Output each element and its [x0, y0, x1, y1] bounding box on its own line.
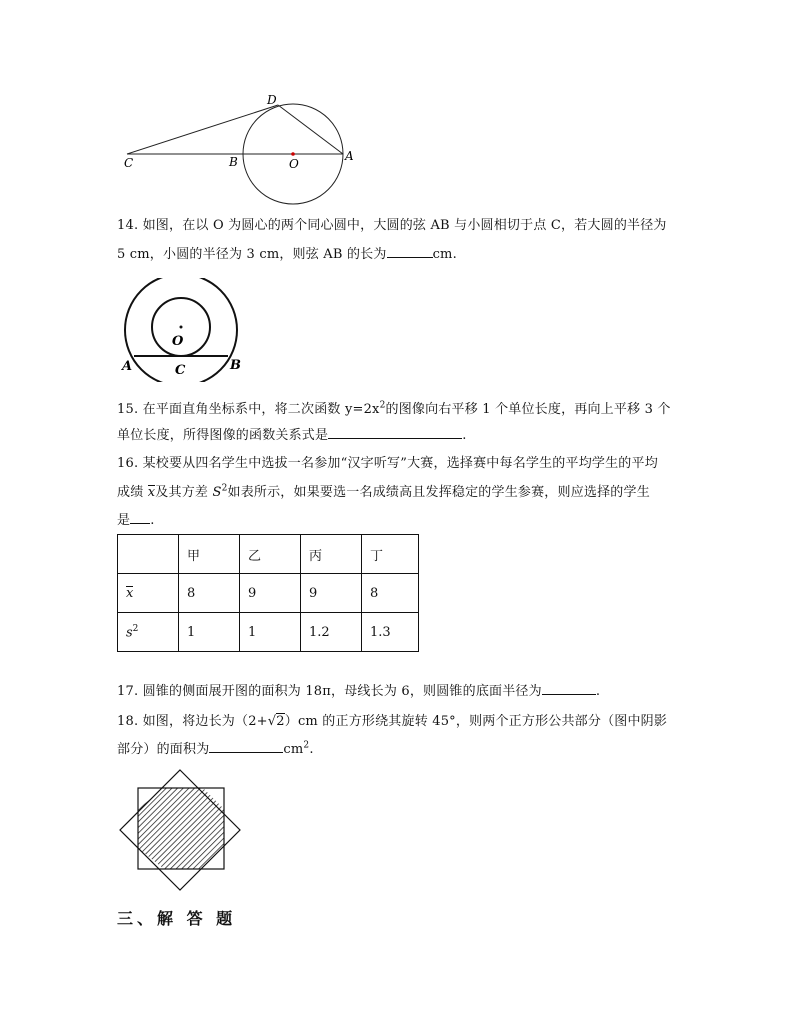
table-cell: 8 [179, 574, 240, 613]
q14-unit: cm. [432, 247, 457, 262]
label-a2: A [122, 359, 133, 374]
shaded-overlap [138, 788, 224, 869]
variance-label-sup: 2 [132, 623, 139, 634]
variance-label: s [126, 625, 133, 641]
q17-line [117, 680, 600, 699]
table-header-cell: 甲 [179, 535, 240, 574]
q15-line1 [117, 398, 671, 417]
line-cd [127, 105, 278, 154]
q16-text-d: 是 [117, 513, 131, 528]
q18-unit: cm [283, 742, 304, 757]
row-label-mean [118, 574, 179, 613]
q14-line1: 14. 如图，在以 O 为圆心的两个同心圆中，大圆的弦 AB 与小圆相切于点 C，若大圆的半径为 [117, 218, 667, 233]
q18-period: . [309, 742, 314, 757]
label-c2: C [175, 363, 186, 378]
table-cell: 9 [240, 574, 301, 613]
q16-text-b: 及其方差 [155, 485, 209, 500]
q18-line2 [117, 738, 314, 757]
q16-period: . [150, 513, 155, 528]
center-dot [180, 326, 183, 329]
q16-answer-blank[interactable] [130, 511, 150, 524]
q18-text-b: ）cm 的正方形绕其旋转 45°，则两个正方形公共部分（图中阴影 [284, 714, 668, 729]
q15-period: . [462, 428, 467, 443]
table-cell: 1 [179, 613, 240, 652]
q16-line2 [117, 481, 650, 500]
variance-symbol: S [212, 485, 222, 500]
label-b2: B [230, 358, 241, 373]
table-header-cell: 丙 [301, 535, 362, 574]
table-cell: 9 [301, 574, 362, 613]
q15-text-a: 15. 在平面直角坐标系中，将二次函数 y=2x [117, 402, 380, 417]
student-stats-table [117, 534, 419, 652]
q17-period: . [595, 684, 601, 699]
table-header-cell: 乙 [240, 535, 301, 574]
table-cell: 8 [362, 574, 419, 613]
q18-answer-blank[interactable] [209, 740, 283, 753]
q18-text-c: 部分）的面积为 [117, 742, 210, 757]
line-da [278, 105, 343, 154]
figure-secant-circle [115, 92, 365, 207]
row-label-variance [118, 613, 179, 652]
q17-text: 17. 圆锥的侧面展开图的面积为 18π，母线长为 6，则圆锥的底面半径为 [117, 684, 542, 699]
label-a: A [345, 149, 354, 163]
table-cell: 1 [240, 613, 301, 652]
label-o2: O [172, 334, 184, 349]
q18-unit-sup: 2 [303, 740, 310, 751]
variance-sup: 2 [221, 483, 228, 494]
label-o: O [289, 157, 299, 171]
table-cell: 1.3 [362, 613, 419, 652]
q14-line2 [117, 243, 457, 262]
table-cell [118, 535, 179, 574]
sqrt-radicand: 2 [276, 714, 285, 729]
label-c: C [124, 156, 134, 170]
section-title: 三、解 答 题 [117, 909, 237, 928]
q18-line1 [117, 710, 667, 729]
table-header-cell: 丁 [362, 535, 419, 574]
q17-answer-blank[interactable] [542, 682, 596, 695]
q15-line2 [117, 424, 467, 443]
q15-text-c: 单位长度，所得图像的函数关系式是 [117, 428, 329, 443]
q16-text-c: 如表所示，如果要选一名成绩高且发挥稳定的学生参赛，则应选择的学生 [227, 485, 650, 500]
table-row [118, 613, 419, 652]
q14-text: 5 cm，小圆的半径为 3 cm，则弦 AB 的长为 [117, 247, 387, 262]
q15-text-b: 的图像向右平移 1 个单位长度，再向上平移 3 个 [385, 402, 671, 417]
mean-label: x [126, 585, 134, 601]
label-d: D [267, 93, 277, 107]
q18-text-a: 18. 如图，将边长为（2+ [117, 714, 268, 729]
q15-answer-blank[interactable] [328, 426, 462, 439]
table-cell: 1.2 [301, 613, 362, 652]
q15-sup: 2 [379, 400, 386, 411]
figure-concentric-circles [116, 278, 251, 382]
sqrt-symbol: √2 [267, 714, 285, 729]
mean-symbol: x [147, 485, 156, 500]
figure-rotated-squares [118, 768, 250, 894]
q16-line1: 16. 某校要从四名学生中选拔一名参加“汉字听写”大赛，选择赛中每名学生的平均学生的平均 [117, 456, 658, 471]
label-b: B [229, 155, 238, 169]
table-header-row [118, 535, 419, 574]
q16-line3 [117, 509, 155, 528]
q14-answer-blank[interactable] [387, 245, 433, 258]
center-point [291, 152, 295, 156]
table-row [118, 574, 419, 613]
q16-text-a: 成绩 [117, 485, 144, 500]
